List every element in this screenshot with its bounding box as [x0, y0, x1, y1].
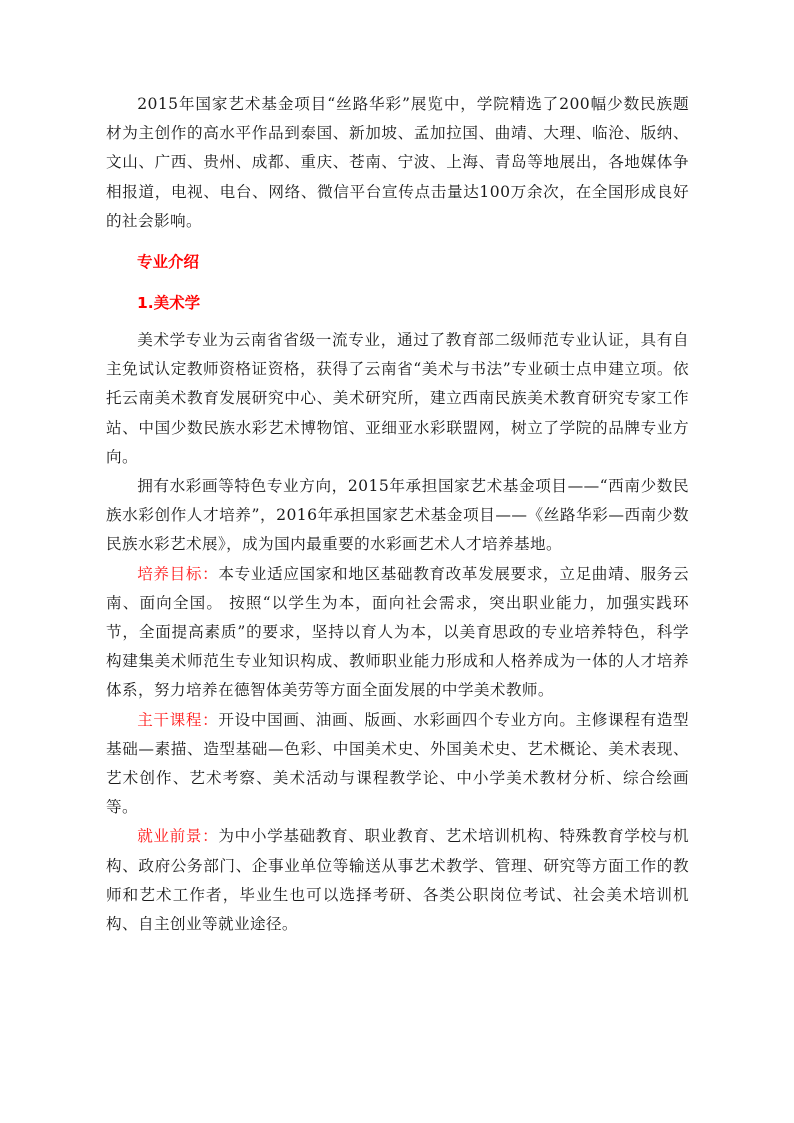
- career-prospects-text: 为中小学基础教育、职业教育、艺术培训机构、特殊教育学校与机构、政府公务部门、企事业单位等输送从事艺术教学、管理、研究等方面工作的教师和艺术工作者，毕业生也可以选择考研、各类公职岗位考试、社会美术培训机构、自主创业等就业途径。: [106, 827, 689, 934]
- document-page: [106, 90, 689, 939]
- major-title: 1.美术学: [137, 294, 201, 313]
- core-courses-label: 主干课程：: [137, 710, 219, 729]
- core-courses-paragraph: [106, 706, 689, 823]
- intro-paragraph: 2015年国家艺术基金项目“丝路华彩”展览中，学院精选了200幅少数民族题材为主创作的高水平作品到泰国、新加坡、孟加拉国、曲靖、大理、临沧、版纳、文山、广西、贵州、成都、重庆、苍南、宁波、上海、青岛等地展出，各地媒体争相报道，电视、电台、网络、微信平台宣传点击量达100万余次，在全国形成良好的社会影响。: [106, 95, 689, 230]
- career-prospects-paragraph: [106, 822, 689, 939]
- training-goal-label: 培养目标：: [137, 564, 219, 583]
- core-courses-text: 开设中国画、油画、版画、水彩画四个专业方向。主修课程有造型基础—素描、造型基础—色彩、中国美术史、外国美术史、艺术概论、美术表现、艺术创作、艺术考察、美术活动与课程教学论、中小学美术教材分析、综合绘画等。: [106, 710, 689, 817]
- training-goal-text: 本专业适应国家和地区基础教育改革发展要求，立足曲靖、服务云南、面向全国。 按照“以学生为本，面向社会需求，突出职业能力，加强实践环节，全面提高素质”的要求，坚持以育人为本，以美育思政的专业培养特色，科学构建集美术师范生专业知识构成、教师职业能力形成和人格养成为一体的人才培养体系，努力培养在德智体美劳等方面全面发展的中学美术教师。: [106, 564, 689, 700]
- section-heading: 专业介绍: [137, 253, 200, 272]
- major-description-paragraph: 美术学专业为云南省省级一流专业，通过了教育部二级师范专业认证，具有自主免试认定教师资格证资格，获得了云南省“美术与书法”专业硕士点申建立项。依托云南美术教育发展研究中心、美术研究所，建立西南民族美术教育研究专家工作站、中国少数民族水彩艺术博物馆、亚细亚水彩联盟网，树立了学院的品牌专业方向。: [106, 331, 689, 466]
- training-goal-paragraph: [106, 560, 689, 706]
- major-feature-paragraph: 拥有水彩画等特色专业方向，2015年承担国家艺术基金项目——“西南少数民族水彩创作人才培养”，2016年承担国家艺术基金项目——《丝路华彩—西南少数民族水彩艺术展》，成为国内最重要的水彩画艺术人才培养基地。: [106, 477, 689, 554]
- career-prospects-label: 就业前景：: [137, 827, 219, 846]
